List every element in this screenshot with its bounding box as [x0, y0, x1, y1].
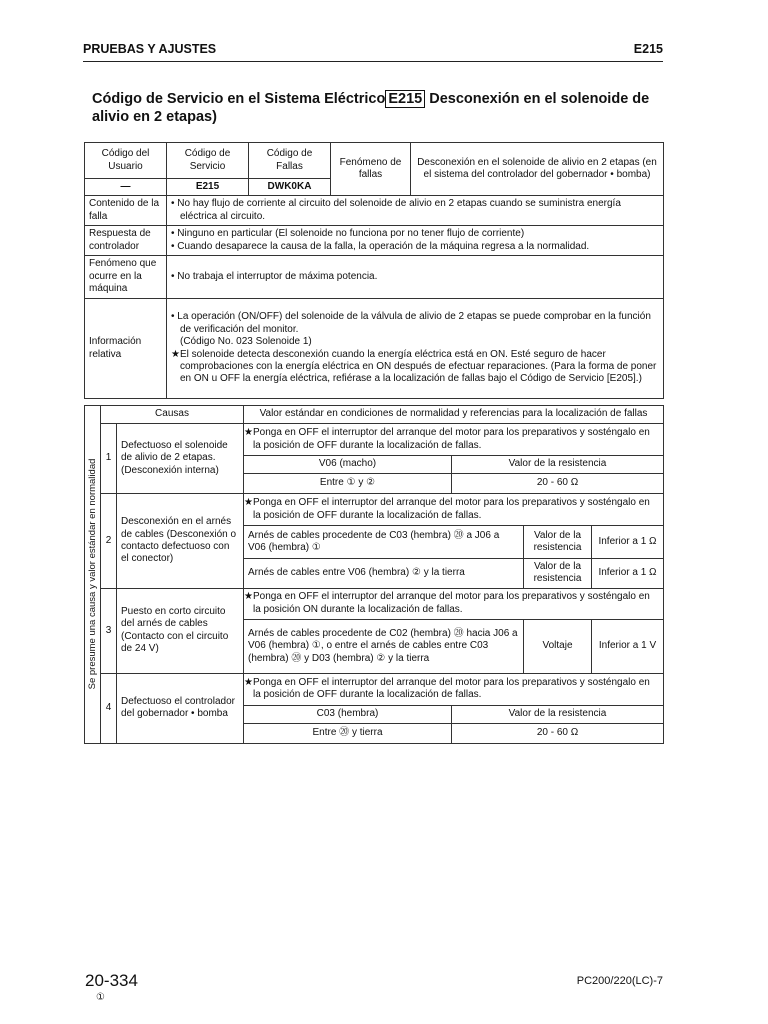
check-pins: Entre ① y ② — [244, 474, 452, 494]
check-header-connector: V06 (macho) — [244, 456, 452, 474]
phenomenon-description: Desconexión en el solenoide de alivio en 2 etapas (en el sistema del controlador del gobernador • bomba) — [411, 143, 664, 196]
row-line: • No trabaja el interruptor de máxima potencia. — [171, 270, 378, 282]
check-header-value: Valor de la resistencia — [452, 705, 664, 723]
header-phenomenon: Fenómeno de fallas — [331, 143, 411, 196]
revision-mark: ① — [96, 992, 105, 1003]
row-content — [167, 226, 664, 256]
cause-description: Defectuoso el solenoide de alivio de 2 etapas. (Desconexión interna) — [117, 424, 244, 494]
title-prefix: Código de Servicio en el Sistema Eléctrico — [92, 91, 386, 107]
row-label: Información relativa — [85, 299, 167, 399]
check-label: Valor de la resistencia — [524, 526, 592, 559]
page-number: 20-334 — [85, 971, 138, 990]
row-line: ★El solenoide detecta desconexión cuando la energía eléctrica está en ON. Esté seguro de hacer comprobaciones con la energía eléctrica en ON después de efectuar reparaciones. (Para la forma de poner en ON u OFF la energía eléctrica, refiérase a la localización de fallas bajo el Código de Servicio [E205].) — [171, 348, 657, 385]
cause-number: 1 — [101, 424, 117, 494]
check-value: Inferior a 1 Ω — [592, 526, 664, 559]
row-line: • La operación (ON/OFF) del solenoide de la válvula de alivio de 2 etapas se puede comprobar en la función de verificación del monitor. — [171, 311, 651, 335]
title-code-box: E215 — [385, 90, 425, 108]
row-content — [167, 256, 664, 299]
header-code: E215 — [633, 42, 663, 56]
check-header-connector: C03 (hembra) — [244, 705, 452, 723]
header-fault-code: Código de Fallas — [249, 143, 331, 179]
row-content — [167, 196, 664, 226]
check-value: 20 - 60 Ω — [452, 723, 664, 743]
cause-description: Defectuoso el controlador del gobernador • bomba — [117, 673, 244, 743]
check-label: Voltaje — [524, 619, 592, 673]
cause-note: ★Ponga en OFF el interruptor del arranque del motor para los preparativos y sosténgalo en la posición de OFF durante la localización de fallas. — [244, 494, 664, 526]
check-label: Valor de la resistencia — [524, 559, 592, 589]
causes-table — [84, 405, 664, 744]
row-line: • Cuando desaparece la causa de la falla, la operación de la máquina regresa a la normalidad. — [171, 240, 590, 252]
cause-number: 3 — [101, 588, 117, 673]
cause-note: ★Ponga en OFF el interruptor del arranque del motor para los preparativos y sosténgalo en la posición de OFF durante la localización de fallas. — [244, 424, 664, 456]
service-code-value: E215 — [167, 179, 249, 196]
row-line: • Ninguno en particular (El solenoide no funciona por no tener flujo de corriente) — [171, 228, 525, 240]
check-header-value: Valor de la resistencia — [452, 456, 664, 474]
row-line: (Código No. 023 Solenoide 1) — [180, 336, 312, 348]
cause-number: 4 — [101, 673, 117, 743]
page-header — [83, 41, 663, 62]
row-content — [167, 299, 664, 399]
check-item: Arnés de cables procedente de C03 (hembra) ⑳ a J06 a V06 (hembra) ① — [244, 526, 524, 559]
header-causes: Causas — [101, 406, 244, 424]
check-value: Inferior a 1 Ω — [592, 559, 664, 589]
header-service-code: Código de Servicio — [167, 143, 249, 179]
check-value: Inferior a 1 V — [592, 619, 664, 673]
cause-note: ★Ponga en OFF el interruptor del arranque del motor para los preparativos y sosténgalo en la posición ON durante la localización de fallas. — [244, 588, 664, 619]
header-user-code: Código del Usuario — [85, 143, 167, 179]
row-label: Respuesta de controlador — [85, 226, 167, 256]
model-name: PC200/220(LC)-7 — [576, 975, 663, 987]
side-label: Se presume una causa y valor estándar en normalidad — [85, 406, 101, 744]
page-title — [92, 90, 672, 126]
check-item: Arnés de cables procedente de C02 (hembra) ⑳ hacia J06 a V06 (hembra) ①, o entre el arnés de cables entre C03 (hembra) ⑳ y D03 (hembra) ② y la tierra — [244, 619, 524, 673]
user-code-value: — — [85, 179, 167, 196]
cause-description: Desconexión en el arnés de cables (Desconexión o contacto defectuoso con el conector) — [117, 494, 244, 589]
row-label: Contenido de la falla — [85, 196, 167, 226]
cause-description: Puesto en corto circuito del arnés de cables (Contacto con el circuito de 24 V) — [117, 588, 244, 673]
header-standard-values: Valor estándar en condiciones de normalidad y referencias para la localización de fallas — [244, 406, 664, 424]
row-line: • No hay flujo de corriente al circuito del solenoide de alivio en 2 etapas cuando se suministra energía eléctrica al circuito. — [171, 198, 621, 222]
fault-code-value: DWK0KA — [249, 179, 331, 196]
title-line2: alivio en 2 etapas) — [92, 109, 217, 125]
check-value: 20 - 60 Ω — [452, 474, 664, 494]
cause-number: 2 — [101, 494, 117, 589]
row-label: Fenómeno que ocurre en la máquina — [85, 256, 167, 299]
cause-note: ★Ponga en OFF el interruptor del arranque del motor para los preparativos y sosténgalo en la posición de OFF durante la localización de fallas. — [244, 673, 664, 705]
section-name: PRUEBAS Y AJUSTES — [83, 42, 217, 56]
title-rest: Desconexión en el solenoide de — [425, 91, 650, 107]
check-pins: Entre ⑳ y tierra — [244, 723, 452, 743]
check-item: Arnés de cables entre V06 (hembra) ② y la tierra — [244, 559, 524, 589]
info-table — [84, 142, 664, 399]
